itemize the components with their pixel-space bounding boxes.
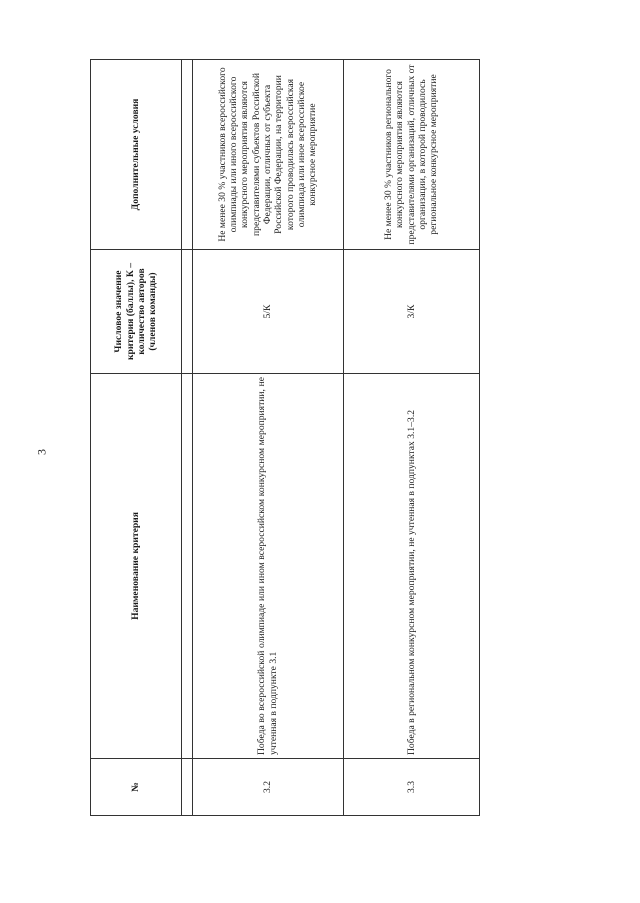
row-conditions: Не менее 30 % участников всероссийского олимпиады или иного всероссийского конкурсного мероприятия являются представителями субъектов Российской Федерации, отличных от субъекта Российской Федерации, на территории которого проводилась всероссийская олимпиада или иное всероссийское конкурсное мероприятие: [192, 60, 343, 250]
row-number: 3.3: [343, 759, 479, 816]
page-number: 3: [34, 449, 49, 455]
row-value: 5/К: [192, 250, 343, 374]
header-criterion-name: Наименование критерия: [91, 374, 182, 759]
header-additional-conditions: Дополнительные условия: [91, 60, 182, 250]
table-row: [192, 60, 343, 816]
row-value: 3/К: [343, 250, 479, 374]
row-number: 3.2: [192, 759, 343, 816]
row-conditions: Не менее 30 % участников регионального конкурсного мероприятия являются представителями организаций, отличных от организации, в которой проводилось региональное конкурсное мероприятие: [343, 60, 479, 250]
table-header-row: [91, 60, 182, 816]
criteria-table-rotated: [90, 60, 480, 816]
row-criterion-name: Победа во всероссийской олимпиаде или ином всероссийском конкурсном мероприятии, не учтенная в подпункте 3.1: [192, 374, 343, 759]
table-row: [343, 60, 479, 816]
header-number: №: [91, 759, 182, 816]
row-criterion-name: Победа в региональном конкурсном мероприятии, не учтенная в подпунктах 3.1–3.2: [343, 374, 479, 759]
table-spacer-row: [181, 60, 192, 816]
header-numeric-value: Числовое значение критерия (баллы), К – количество авторов (членов команды): [91, 250, 182, 374]
criteria-table: [90, 59, 480, 816]
